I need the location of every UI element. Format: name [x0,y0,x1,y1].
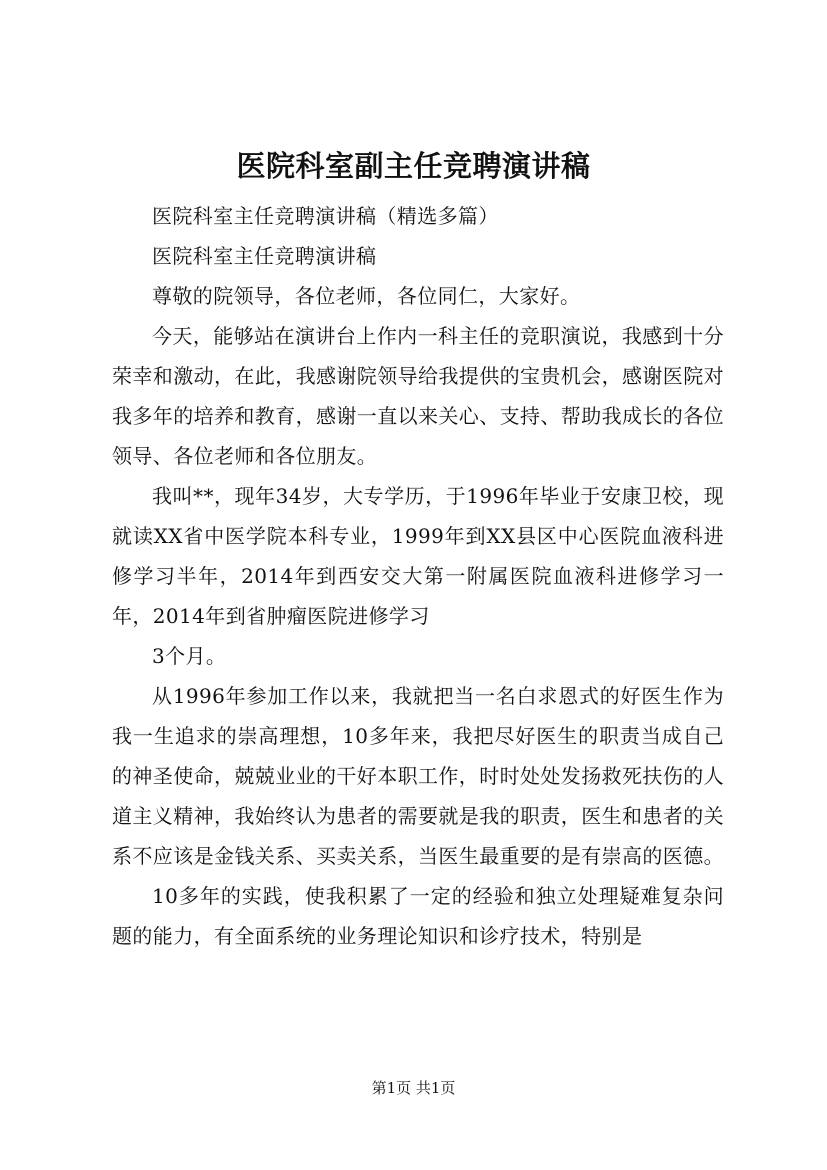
paragraph-thanks: 今天，能够站在演讲台上作内一科主任的竞职演说，我感到十分荣幸和激动，在此，我感谢院领导给我提供的宝贵机会，感谢医院对我多年的培养和教育，感谢一直以来关心、支持、帮助我成长的各位领导、各位老师和各位朋友。 [112,324,724,468]
document-title: 医院科室副主任竞聘演讲稿 [236,149,591,183]
paragraph-greeting: 尊敬的院领导，各位老师，各位同仁，大家好。 [152,284,581,308]
paragraph-duration: 3个月。 [152,644,227,668]
paragraph-ideals: 从1996年参加工作以来，我就把当一名白求恩式的好医生作为我一生追求的崇高理想，10多年来，我把尽好医生的职责当成自己的神圣使命，兢兢业业的干好本职工作，时时处处发扬救死扶伤的人道主义精神，我始终认为患者的需要就是我的职责，医生和患者的关系不应该是金钱关系、买卖关系，当医生最重要的是有崇高的医德。 [112,684,724,868]
paragraph-background: 我叫**，现年34岁，大专学历，于1996年毕业于安康卫校，现就读XX省中医学院本科专业，1999年到XX县区中心医院血液科进修学习半年，2014年到西安交大第一附属医院血液科进修学习一年，2014年到省肿瘤医院进修学习 [112,484,724,628]
paragraph-heading: 医院科室主任竞聘演讲稿 [152,244,377,268]
page-footer: 第1页 共1页 [371,1079,456,1097]
paragraph-subtitle: 医院科室主任竞聘演讲稿（精选多篇） [152,204,499,228]
paragraph-experience: 10多年的实践，使我积累了一定的经验和独立处理疑难复杂问题的能力，有全面系统的业务理论知识和诊疗技术，特别是 [112,884,724,948]
document-body [112,196,724,956]
